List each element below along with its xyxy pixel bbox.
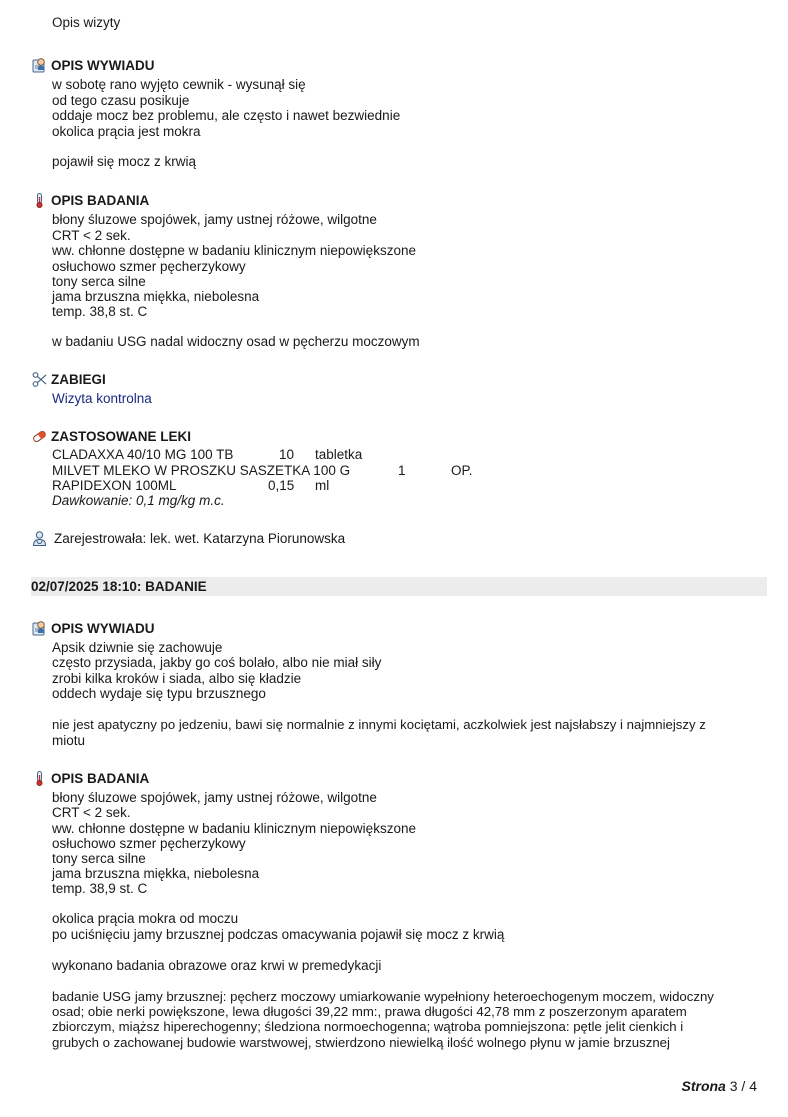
vet-doctor-icon [31,530,48,547]
zabiegi-heading: ZABIEGI [31,371,106,388]
wywiad-line: Apsik dziwnie się zachowuje [52,640,223,655]
thermometer-icon [31,770,48,787]
wywiad-line: okolica prącia jest mokra [52,124,201,139]
badanie-heading-1: OPIS BADANIA [31,192,149,209]
badanie-line: ww. chłonne dostępne w badaniu klinicznym niepowiększone [52,243,416,258]
badanie-line: grubych o zachowanej budowie warstwowej, stwierdzono niewielką ilość wolnego płynu w jamie brzusznej [52,1035,670,1050]
badanie-line: osad; obie nerki powiększone, lewa długości 39,22 mm:, prawa długości 42,78 mm z poszerzonym aparatem [52,1004,687,1019]
pill-icon [31,428,48,445]
scissors-icon [31,371,48,388]
wywiad-heading-1: OPIS WYWIADU [31,57,155,74]
leki-heading: ZASTOSOWANE LEKI [31,428,191,445]
badanie-line: CRT < 2 sek. [52,805,131,820]
thermometer-icon [31,192,48,209]
registered-by: Zarejestrowała: lek. wet. Katarzyna Piorunowska [31,530,345,547]
wywiad-line: oddech wydaje się typu brzusznego [52,686,266,701]
wywiad-line: często przysiada, jakby go coś bolało, albo nie miał siły [52,655,382,670]
interview-icon [31,620,48,637]
drug-qty: 10 [279,447,295,462]
page-total: / 4 [741,1078,757,1094]
wywiad-line: zrobi kilka kroków i siada, albo się kładzie [52,671,302,686]
badanie-line: w badaniu USG nadal widoczny osad w pęcherzu moczowym [52,334,420,349]
wywiad-line: miotu [52,733,86,748]
wywiad-line: w sobotę rano wyjęto cewnik - wysunął się [52,77,306,92]
badanie-line: jama brzuszna miękka, niebolesna [52,289,260,304]
zabieg-item: Wizyta kontrolna [52,391,152,406]
badanie-line: zbiorczym, miąższ hiperechogenny; śledziona normoechogenna; wątroba pomniejszona: pętle jelit cienkich i [52,1019,684,1034]
wywiad-heading-2: OPIS WYWIADU [31,620,155,637]
visit-header-bar [31,577,767,596]
page-label: Strona [681,1078,726,1094]
drug-unit: OP. [451,463,473,478]
badanie-line: jama brzuszna miękka, niebolesna [52,866,260,881]
badanie-line: błony śluzowe spojówek, jamy ustnej różowe, wilgotne [52,212,377,227]
drug-name: CLADAXXA 40/10 MG 100 TB [52,447,234,462]
badanie-heading-2: OPIS BADANIA [31,770,149,787]
badanie-line: okolica prącia mokra od moczu [52,911,239,926]
visit-header-title: 02/07/2025 18:10: BADANIE [31,579,207,594]
drug-name: MILVET MLEKO W PROSZKU SASZETKA 100 G [52,463,351,478]
opis-wizyty-label: Opis wizyty [52,15,121,30]
drug-qty: 1 [398,463,406,478]
interview-icon [31,57,48,74]
badanie-line: temp. 38,9 st. C [52,881,148,896]
page-current: 3 [729,1078,738,1094]
drug-unit: ml [315,478,330,493]
dosage: Dawkowanie: 0,1 mg/kg m.c. [52,493,225,508]
badanie-line: tony serca silne [52,851,146,866]
page-number [682,1078,758,1094]
badanie-line: wykonano badania obrazowe oraz krwi w premedykacji [52,958,382,973]
badanie-line: ww. chłonne dostępne w badaniu klinicznym niepowiększone [52,821,416,836]
wywiad-line: nie jest apatyczny po jedzeniu, bawi się normalnie z innymi kociętami, aczkolwiek jest najsłabszy i najmniejszy z [52,717,706,732]
drug-qty: 0,15 [268,478,295,493]
badanie-line: błony śluzowe spojówek, jamy ustnej różowe, wilgotne [52,790,377,805]
badanie-line: osłuchowo szmer pęcherzykowy [52,836,246,851]
wywiad-line: pojawił się mocz z krwią [52,154,197,169]
badanie-line: CRT < 2 sek. [52,228,131,243]
badanie-line: badanie USG jamy brzusznej: pęcherz moczowy umiarkowanie wypełniony heteroechogenym moczem, widoczny [52,989,714,1004]
drug-name: RAPIDEXON 100ML [52,478,177,493]
badanie-line: osłuchowo szmer pęcherzykowy [52,259,246,274]
drug-unit: tabletka [315,447,363,462]
badanie-line: temp. 38,8 st. C [52,304,148,319]
badanie-line: tony serca silne [52,274,146,289]
wywiad-line: od tego czasu posikuje [52,93,190,108]
badanie-line: po uciśnięciu jamy brzusznej podczas omacywania pojawił się mocz z krwią [52,927,505,942]
wywiad-line: oddaje mocz bez problemu, ale często i nawet bezwiednie [52,108,401,123]
